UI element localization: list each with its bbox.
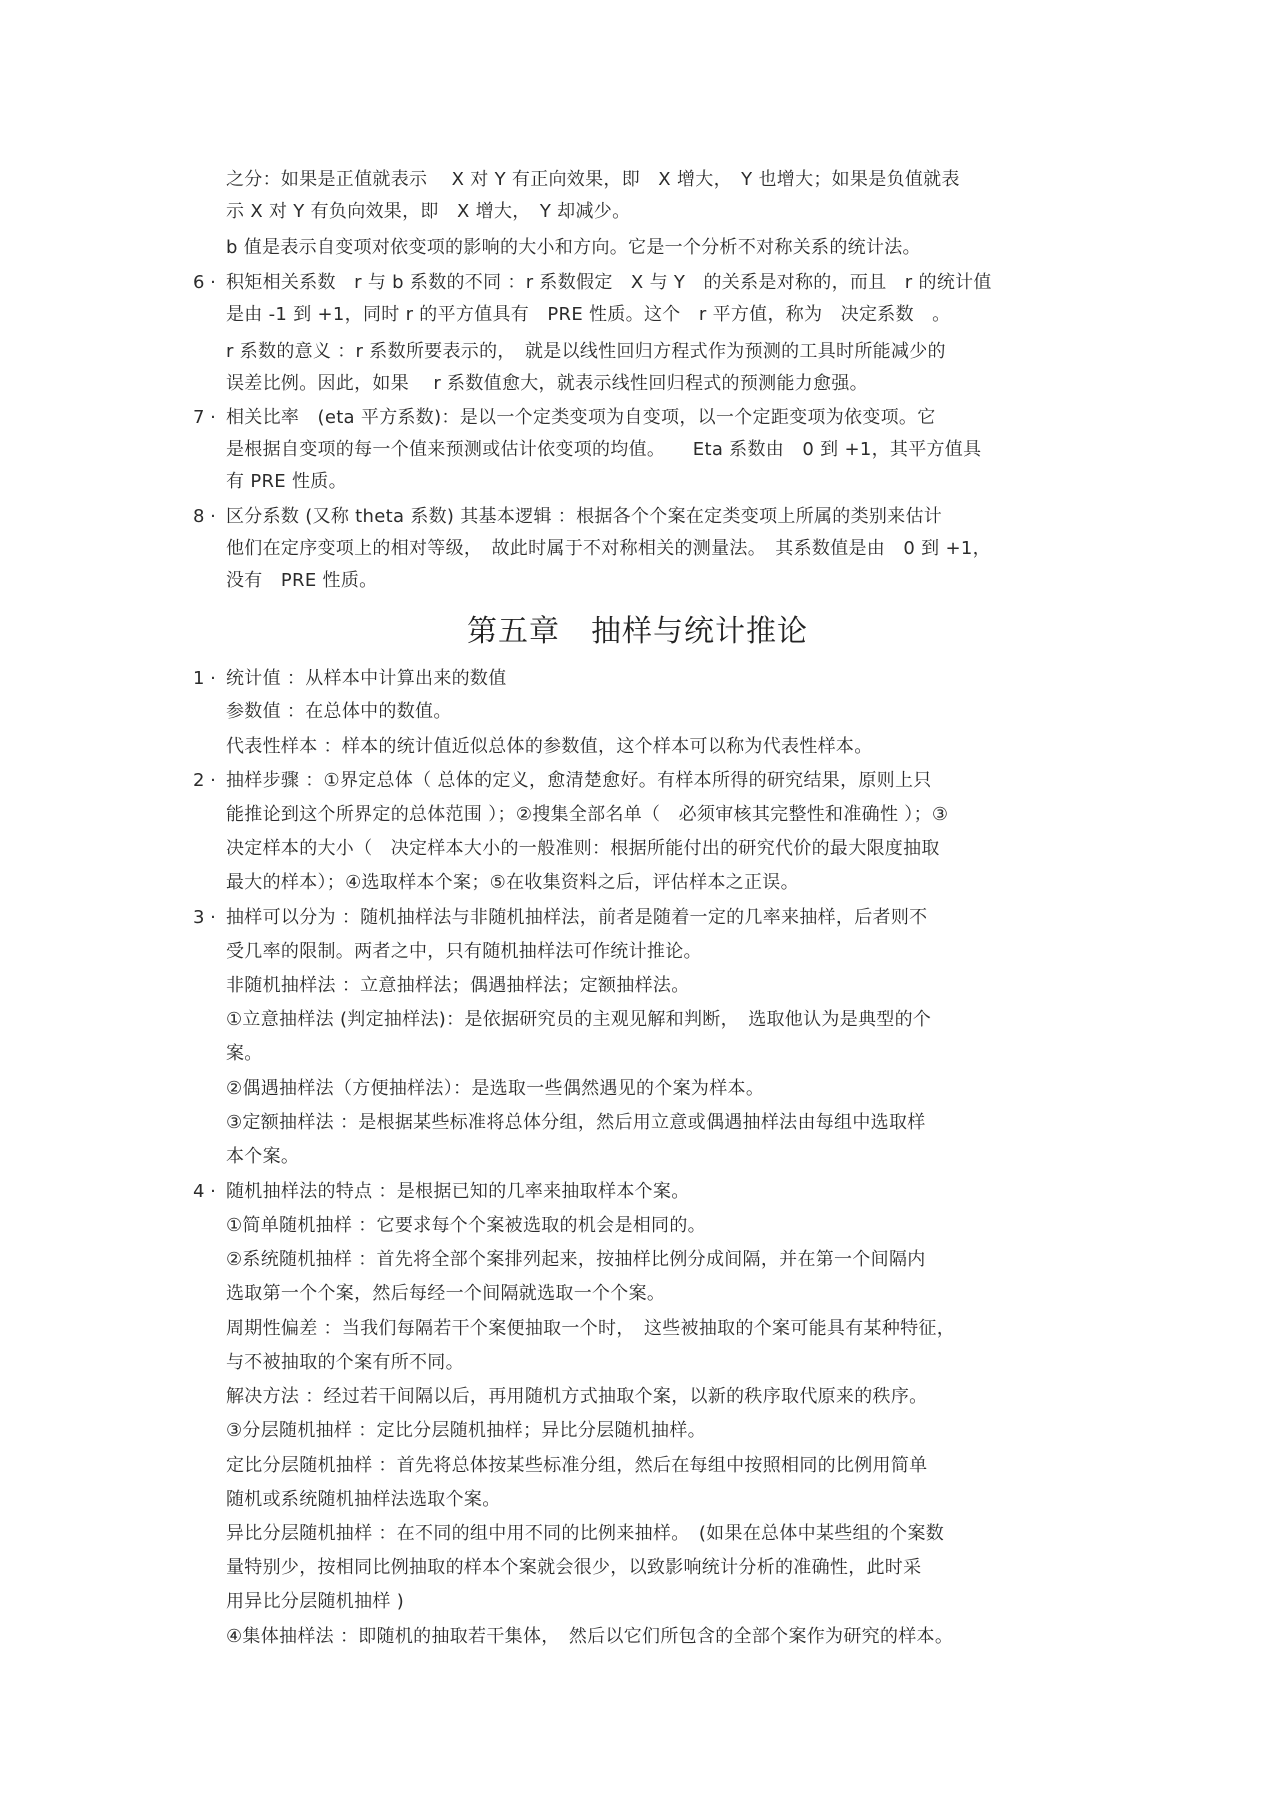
- item-number: 1 ·: [193, 668, 216, 689]
- text-line: ②偶遇抽样法（方便抽样法）：是选取一些偶然遇见的个案为样本。: [226, 1078, 765, 1099]
- text-line: ①简单随机抽样 ：它要求每个个案被选取的机会是相同的。: [226, 1215, 706, 1236]
- text-line: b 值是表示自变项对依变项的影响的大小和方向。它是一个分析不对称关系的统计法。: [226, 237, 921, 258]
- text-line: 之分：如果是正值就表示 X 对 Y 有正向效果，即 X 增大， Y 也增大；如果是负值就表: [226, 169, 960, 190]
- item-number: 2 ·: [193, 770, 216, 791]
- item-number: 3 ·: [193, 907, 216, 928]
- item-number: 8 ·: [193, 506, 216, 527]
- text-line: 量特别少，按相同比例抽取的样本个案就会很少，以致影响统计分析的准确性，此时采: [226, 1557, 922, 1578]
- text-line: 受几率的限制。两者之中，只有随机抽样法可作统计推论。: [226, 941, 702, 962]
- text-line: 与不被抽取的个案有所不同。: [226, 1352, 464, 1373]
- text-line: 参数值 ：在总体中的数值。: [226, 701, 452, 722]
- text-line: 没有 PRE 性质。: [226, 570, 378, 591]
- text-line: ①立意抽样法 (判定抽样法)：是依据研究员的主观见解和判断， 选取他认为是典型的个: [226, 1009, 932, 1030]
- text-line: 定比分层随机抽样 ：首先将总体按某些标准分组，然后在每组中按照相同的比例用简单: [226, 1455, 928, 1476]
- text-line: r 系数的意义 ：r 系数所要表示的， 就是以线性回归方程式作为预测的工具时所能减少的: [226, 341, 946, 362]
- text-line: 案。: [226, 1043, 263, 1064]
- text-line: 能推论到这个所界定的总体范围 ）；②搜集全部名单（ 必须审核其完整性和准确性 ）；③: [226, 804, 949, 825]
- text-line: ③分层随机抽样 ：定比分层随机抽样；异比分层随机抽样。: [226, 1420, 706, 1441]
- text-line: 他们在定序变项上的相对等级， 故此时属于不对称相关的测量法。 其系数值是由 0 到 +1，: [226, 538, 991, 559]
- item-number: 7 ·: [193, 407, 216, 428]
- text-line: 本个案。: [226, 1146, 300, 1167]
- text-line: 示 X 对 Y 有负向效果，即 X 增大， Y 却减少。: [226, 201, 631, 222]
- text-line: 积矩相关系数 r 与 b 系数的不同 ：r 系数假定 X 与 Y 的关系是对称的，而且 r 的统计值: [226, 272, 992, 293]
- item-number: 4 ·: [193, 1181, 216, 1202]
- text-line: 代表性样本 ：样本的统计值近似总体的参数值，这个样本可以称为代表性样本。: [226, 736, 873, 757]
- text-line: 用异比分层随机抽样 ): [226, 1591, 405, 1612]
- text-line: 是由 -1 到 +1，同时 r 的平方值具有 PRE 性质。这个 r 平方值，称为 决定系数 。: [226, 304, 951, 325]
- text-line: 选取第一个个案，然后每经一个间隔就选取一个个案。: [226, 1283, 666, 1304]
- text-line: ②系统随机抽样 ：首先将全部个案排列起来，按抽样比例分成间隔，并在第一个间隔内: [226, 1249, 926, 1270]
- text-line: 区分系数 (又称 theta 系数) 其基本逻辑 ：根据各个个案在定类变项上所属的类别来估计: [226, 506, 943, 527]
- text-line: 统计值 ：从样本中计算出来的数值: [226, 668, 507, 689]
- text-line: 异比分层随机抽样 ：在不同的组中用不同的比例来抽样。 (如果在总体中某些组的个案数: [226, 1523, 945, 1544]
- text-line: 是根据自变项的每一个值来预测或估计依变项的均值。 Eta 系数由 0 到 +1，其平方值具: [226, 439, 982, 460]
- text-line: ④集体抽样法 ：即随机的抽取若干集体， 然后以它们所包含的全部个案作为研究的样本。: [226, 1626, 954, 1647]
- text-line: 最大的样本）；④选取样本个案；⑤在收集资料之后，评估样本之正误。: [226, 872, 799, 893]
- text-line: 随机或系统随机抽样法选取个案。: [226, 1489, 501, 1510]
- chapter-title: 第五章 抽样与统计推论: [467, 614, 808, 649]
- text-line: 决定样本的大小（ 决定样本大小的一般准则：根据所能付出的研究代价的最大限度抽取: [226, 838, 940, 859]
- text-line: 抽样步骤 ：①界定总体（ 总体的定义，愈清楚愈好。有样本所得的研究结果，原则上只: [226, 770, 932, 791]
- item-number: 6 ·: [193, 272, 216, 293]
- text-line: 有 PRE 性质。: [226, 471, 347, 492]
- text-line: 解决方法 ：经过若干间隔以后，再用随机方式抽取个案，以新的秩序取代原来的秩序。: [226, 1386, 928, 1407]
- text-line: 随机抽样法的特点 ：是根据已知的几率来抽取样本个案。: [226, 1181, 690, 1202]
- text-line: ③定额抽样法 ：是根据某些标准将总体分组，然后用立意或偶遇抽样法由每组中选取样: [226, 1112, 926, 1133]
- text-line: 非随机抽样法 ：立意抽样法；偶遇抽样法；定额抽样法。: [226, 975, 690, 996]
- text-line: 相关比率 (eta 平方系数)：是以一个定类变项为自变项，以一个定距变项为依变项。它: [226, 407, 936, 428]
- text-line: 周期性偏差 ：当我们每隔若干个案便抽取一个时， 这些被抽取的个案可能具有某种特征，: [226, 1318, 956, 1339]
- text-line: 抽样可以分为 ：随机抽样法与非随机抽样法，前者是随着一定的几率来抽样，后者则不: [226, 907, 928, 928]
- text-line: 误差比例。因此，如果 r 系数值愈大，就表示线性回归程式的预测能力愈强。: [226, 373, 868, 394]
